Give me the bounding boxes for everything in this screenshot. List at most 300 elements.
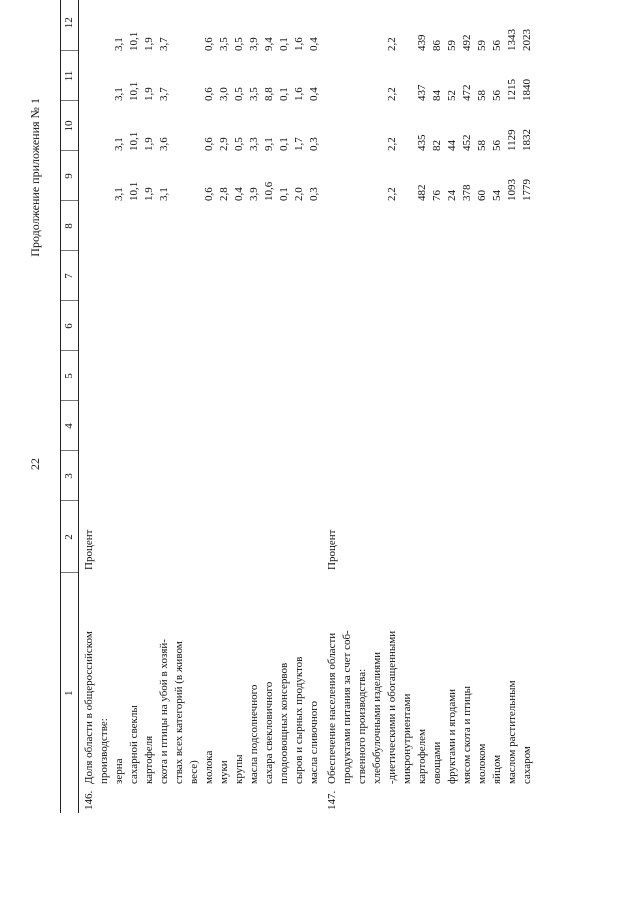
col-header: 9 <box>61 151 79 201</box>
row-label: овощами <box>431 741 443 784</box>
empty-cell <box>355 301 370 351</box>
row-label: яйцом <box>491 754 503 784</box>
empty-cell <box>112 251 127 301</box>
col-header: 6 <box>61 301 79 351</box>
row-label: скота и птицы на убой в хозяй- <box>158 639 170 784</box>
value-cell: 1093 <box>506 179 518 201</box>
row-label: крупы <box>233 754 245 784</box>
value-cell: 0,4 <box>233 187 245 201</box>
empty-cell <box>142 451 157 501</box>
table-row <box>277 0 292 813</box>
empty-cell <box>490 501 505 573</box>
empty-cell <box>370 251 385 301</box>
empty-cell <box>112 451 127 501</box>
empty-cell <box>400 401 415 451</box>
value-cell: 2,9 <box>218 137 230 151</box>
empty-cell <box>277 201 292 251</box>
empty-cell <box>400 501 415 573</box>
unit-cell <box>355 501 370 573</box>
row-label: маслом растительным <box>506 680 518 784</box>
empty-cell <box>232 401 247 451</box>
empty-cell <box>97 151 112 201</box>
empty-cell <box>355 51 370 101</box>
empty-cell <box>322 401 340 451</box>
empty-cell <box>340 101 355 151</box>
empty-cell <box>355 251 370 301</box>
indicator-title-text: продуктами питания за счет соб- <box>341 630 353 784</box>
empty-cell <box>292 501 307 573</box>
empty-cell <box>277 451 292 501</box>
empty-cell <box>232 451 247 501</box>
empty-cell <box>262 301 277 351</box>
empty-cell <box>490 351 505 401</box>
value-cell: 82 <box>431 140 443 151</box>
empty-cell <box>505 351 520 401</box>
empty-cell <box>490 401 505 451</box>
empty-cell <box>292 251 307 301</box>
value-cell: 2,0 <box>293 187 305 201</box>
col-header: 10 <box>61 101 79 151</box>
row-label: сахарной свеклы <box>128 705 140 784</box>
empty-cell <box>385 451 400 501</box>
value-cell: 3,0 <box>218 87 230 101</box>
value-cell: 3,1 <box>113 37 125 51</box>
section-title-row <box>355 0 370 813</box>
indicator-title <box>355 573 370 813</box>
value-cell <box>370 101 385 151</box>
row-label: молока <box>203 750 215 784</box>
row-label: ствах всех категорий (в живом <box>173 641 185 784</box>
item-number: 146. <box>83 790 95 810</box>
empty-cell <box>445 201 460 251</box>
empty-cell <box>307 451 322 501</box>
value-cell: 3,1 <box>113 187 125 201</box>
value-cell <box>400 0 415 51</box>
empty-cell <box>520 351 535 401</box>
empty-cell <box>172 301 187 351</box>
value-cell <box>187 51 202 101</box>
empty-cell <box>520 501 535 573</box>
value-cell: 86 <box>431 40 443 51</box>
empty-cell <box>415 301 430 351</box>
value-cell: 84 <box>431 90 443 101</box>
empty-cell <box>97 251 112 301</box>
col-header: 2 <box>61 501 79 573</box>
empty-cell <box>277 351 292 401</box>
empty-cell <box>340 201 355 251</box>
table-row <box>157 0 172 813</box>
empty-cell <box>322 151 340 201</box>
indicators-table <box>60 0 535 813</box>
empty-cell <box>247 251 262 301</box>
row-label: весе) <box>188 760 200 784</box>
empty-cell <box>157 351 172 401</box>
empty-cell <box>247 501 262 573</box>
value-cell: 1779 <box>521 179 533 201</box>
empty-cell <box>232 251 247 301</box>
empty-cell <box>490 301 505 351</box>
empty-cell <box>385 401 400 451</box>
row-label: масла подсолнечного <box>248 684 260 784</box>
empty-cell <box>187 401 202 451</box>
empty-cell <box>277 301 292 351</box>
col-header: 3 <box>61 451 79 501</box>
empty-cell <box>415 201 430 251</box>
empty-cell <box>217 201 232 251</box>
empty-cell <box>460 201 475 251</box>
value-cell: 56 <box>491 140 503 151</box>
indicator-title-text: Обеспечение населения области <box>326 632 338 784</box>
value-cell <box>172 51 187 101</box>
empty-cell <box>97 0 112 51</box>
value-cell: 60 <box>476 190 488 201</box>
empty-cell <box>355 151 370 201</box>
table-row <box>430 0 445 813</box>
empty-cell <box>187 351 202 401</box>
empty-cell <box>445 451 460 501</box>
empty-cell <box>262 351 277 401</box>
empty-cell <box>97 401 112 451</box>
row-label: молоком <box>476 743 488 784</box>
empty-cell <box>505 501 520 573</box>
empty-cell <box>340 301 355 351</box>
empty-cell <box>292 451 307 501</box>
empty-cell <box>415 401 430 451</box>
value-cell: 3,9 <box>248 37 260 51</box>
empty-cell <box>202 451 217 501</box>
value-cell: 24 <box>446 190 458 201</box>
value-cell: 8,8 <box>263 87 275 101</box>
empty-cell <box>520 251 535 301</box>
value-cell: 0,5 <box>233 87 245 101</box>
empty-cell <box>505 301 520 351</box>
empty-cell <box>217 251 232 301</box>
empty-cell <box>400 201 415 251</box>
empty-cell <box>460 351 475 401</box>
value-cell: 1,9 <box>143 137 155 151</box>
empty-cell <box>490 201 505 251</box>
table-row <box>127 0 142 813</box>
table-row <box>172 0 187 813</box>
table-row <box>247 0 262 813</box>
empty-cell <box>232 201 247 251</box>
empty-cell <box>415 351 430 401</box>
empty-cell <box>79 401 98 451</box>
value-cell: 56 <box>491 90 503 101</box>
empty-cell <box>460 451 475 501</box>
value-cell <box>370 51 385 101</box>
table-row <box>460 0 475 813</box>
empty-cell <box>370 451 385 501</box>
empty-cell <box>97 451 112 501</box>
empty-cell <box>322 201 340 251</box>
empty-cell <box>340 401 355 451</box>
empty-cell <box>385 201 400 251</box>
empty-cell <box>277 501 292 573</box>
page-number: 22 <box>28 458 42 470</box>
table-row <box>217 0 232 813</box>
value-cell: 0,6 <box>203 37 215 51</box>
table-row <box>415 0 430 813</box>
empty-cell <box>355 0 370 51</box>
empty-cell <box>79 451 98 501</box>
empty-cell <box>79 151 98 201</box>
empty-cell <box>445 401 460 451</box>
empty-cell <box>142 251 157 301</box>
row-label: картофеля <box>143 735 155 784</box>
value-cell: 2,2 <box>386 137 398 151</box>
unit-cell <box>340 501 355 573</box>
empty-cell <box>292 301 307 351</box>
empty-cell <box>370 501 385 573</box>
empty-cell <box>172 451 187 501</box>
empty-cell <box>262 201 277 251</box>
empty-cell <box>415 251 430 301</box>
value-cell: 3,1 <box>113 137 125 151</box>
empty-cell <box>187 251 202 301</box>
empty-cell <box>445 501 460 573</box>
empty-cell <box>112 301 127 351</box>
table-row <box>490 0 505 813</box>
empty-cell <box>520 201 535 251</box>
row-label: зерна <box>113 758 125 784</box>
empty-cell <box>307 201 322 251</box>
row-label: микронутриентами <box>401 693 413 784</box>
empty-cell <box>340 151 355 201</box>
empty-cell <box>172 401 187 451</box>
empty-cell <box>157 201 172 251</box>
empty-cell <box>322 301 340 351</box>
empty-cell <box>217 451 232 501</box>
empty-cell <box>322 101 340 151</box>
empty-cell <box>247 451 262 501</box>
value-cell <box>172 101 187 151</box>
empty-cell <box>475 501 490 573</box>
value-cell: 58 <box>476 90 488 101</box>
value-cell: 3,3 <box>248 137 260 151</box>
empty-cell <box>292 351 307 401</box>
empty-cell <box>322 0 340 51</box>
value-cell: 3,1 <box>158 187 170 201</box>
empty-cell <box>370 401 385 451</box>
table-row <box>385 0 400 813</box>
empty-cell <box>400 301 415 351</box>
empty-cell <box>127 251 142 301</box>
unit-cell: Процент <box>83 529 95 570</box>
empty-cell <box>460 301 475 351</box>
empty-cell <box>262 401 277 451</box>
value-cell: 3,1 <box>113 87 125 101</box>
empty-cell <box>445 351 460 401</box>
value-cell: 439 <box>416 34 428 51</box>
value-cell: 1840 <box>521 79 533 101</box>
value-cell: 1343 <box>506 29 518 51</box>
value-cell: 10,1 <box>128 131 140 151</box>
empty-cell <box>505 401 520 451</box>
value-cell: 56 <box>491 40 503 51</box>
row-label: картофелем <box>416 729 428 784</box>
empty-cell <box>79 51 98 101</box>
empty-cell <box>520 451 535 501</box>
empty-cell <box>142 301 157 351</box>
empty-cell <box>475 301 490 351</box>
empty-cell <box>385 351 400 401</box>
value-cell <box>400 101 415 151</box>
col-header: 8 <box>61 201 79 251</box>
empty-cell <box>79 351 98 401</box>
empty-cell <box>307 351 322 401</box>
value-cell: 10,1 <box>128 81 140 101</box>
row-label: -диетическими и обогащенными <box>386 630 398 784</box>
empty-cell <box>112 201 127 251</box>
empty-cell <box>475 401 490 451</box>
empty-cell <box>187 451 202 501</box>
empty-cell <box>187 301 202 351</box>
empty-cell <box>79 0 98 51</box>
value-cell <box>187 151 202 201</box>
empty-cell <box>370 351 385 401</box>
table-row <box>520 0 535 813</box>
value-cell: 0,3 <box>308 187 320 201</box>
value-cell: 0,6 <box>203 187 215 201</box>
empty-cell <box>172 351 187 401</box>
section-title-row <box>79 0 98 813</box>
empty-cell <box>370 301 385 351</box>
empty-cell <box>202 301 217 351</box>
value-cell: 3,9 <box>248 187 260 201</box>
table-row <box>445 0 460 813</box>
empty-cell <box>340 451 355 501</box>
value-cell: 2,8 <box>218 187 230 201</box>
value-cell: 1,9 <box>143 37 155 51</box>
value-cell <box>370 0 385 51</box>
value-cell: 3,5 <box>218 37 230 51</box>
value-cell: 0,5 <box>233 37 245 51</box>
value-cell: 0,5 <box>233 137 245 151</box>
empty-cell <box>142 351 157 401</box>
empty-cell <box>127 351 142 401</box>
table-row <box>187 0 202 813</box>
value-cell: 59 <box>476 40 488 51</box>
empty-cell <box>112 501 127 573</box>
empty-cell <box>475 351 490 401</box>
empty-cell <box>187 201 202 251</box>
value-cell: 59 <box>446 40 458 51</box>
empty-cell <box>520 301 535 351</box>
appendix-note: Продолжение приложения № 1 <box>28 98 42 257</box>
empty-cell <box>490 251 505 301</box>
value-cell: 452 <box>461 134 473 151</box>
table-row <box>370 0 385 813</box>
value-cell: 437 <box>416 84 428 101</box>
empty-cell <box>430 351 445 401</box>
indicator-title-text: ственного производства: <box>356 668 368 784</box>
empty-cell <box>157 501 172 573</box>
empty-cell <box>475 451 490 501</box>
column-number-row <box>61 0 79 813</box>
empty-cell <box>157 251 172 301</box>
value-cell: 0,4 <box>308 37 320 51</box>
value-cell: 1129 <box>506 129 518 151</box>
empty-cell <box>262 451 277 501</box>
value-cell: 2023 <box>521 29 533 51</box>
value-cell <box>187 101 202 151</box>
row-label: масла сливочного <box>308 700 320 784</box>
empty-cell <box>262 251 277 301</box>
value-cell <box>172 151 187 201</box>
table-row <box>112 0 127 813</box>
empty-cell <box>430 451 445 501</box>
empty-cell <box>355 201 370 251</box>
empty-cell <box>172 201 187 251</box>
value-cell: 3,5 <box>248 87 260 101</box>
empty-cell <box>202 251 217 301</box>
empty-cell <box>490 451 505 501</box>
indicator-title-text: Доля области в общероссийском <box>83 631 95 784</box>
table-body <box>79 0 536 813</box>
empty-cell <box>370 201 385 251</box>
value-cell: 0,3 <box>308 137 320 151</box>
empty-cell <box>415 501 430 573</box>
value-cell: 2,2 <box>386 187 398 201</box>
value-cell: 0,6 <box>203 87 215 101</box>
empty-cell <box>202 401 217 451</box>
section-title-row <box>97 0 112 813</box>
indicator-title <box>340 573 355 813</box>
section-title-row <box>322 0 340 813</box>
empty-cell <box>385 251 400 301</box>
row-label: фруктами и ягодами <box>446 688 458 784</box>
empty-cell <box>307 401 322 451</box>
row-label: мясом скота и птицы <box>461 686 473 784</box>
col-header: 4 <box>61 401 79 451</box>
empty-cell <box>505 201 520 251</box>
value-cell <box>172 0 187 51</box>
empty-cell <box>355 101 370 151</box>
value-cell: 0,1 <box>278 137 290 151</box>
value-cell: 1,9 <box>143 87 155 101</box>
value-cell: 9,4 <box>263 37 275 51</box>
empty-cell <box>79 201 98 251</box>
value-cell: 0,6 <box>203 137 215 151</box>
value-cell: 492 <box>461 34 473 51</box>
col-header: 12 <box>61 0 79 51</box>
row-label: хлебобулочными изделиями <box>371 651 383 784</box>
empty-cell <box>202 351 217 401</box>
empty-cell <box>172 501 187 573</box>
value-cell <box>400 51 415 101</box>
empty-cell <box>505 251 520 301</box>
empty-cell <box>247 301 262 351</box>
empty-cell <box>307 251 322 301</box>
col-header: 11 <box>61 51 79 101</box>
value-cell <box>400 151 415 201</box>
value-cell: 52 <box>446 90 458 101</box>
value-cell: 1832 <box>521 129 533 151</box>
empty-cell <box>520 401 535 451</box>
table-row <box>262 0 277 813</box>
value-cell: 472 <box>461 84 473 101</box>
empty-cell <box>97 301 112 351</box>
empty-cell <box>355 351 370 401</box>
indicator-title <box>79 573 98 813</box>
empty-cell <box>400 251 415 301</box>
col-header: 5 <box>61 351 79 401</box>
section-title-row <box>340 0 355 813</box>
empty-cell <box>322 51 340 101</box>
empty-cell <box>385 501 400 573</box>
empty-cell <box>247 351 262 401</box>
